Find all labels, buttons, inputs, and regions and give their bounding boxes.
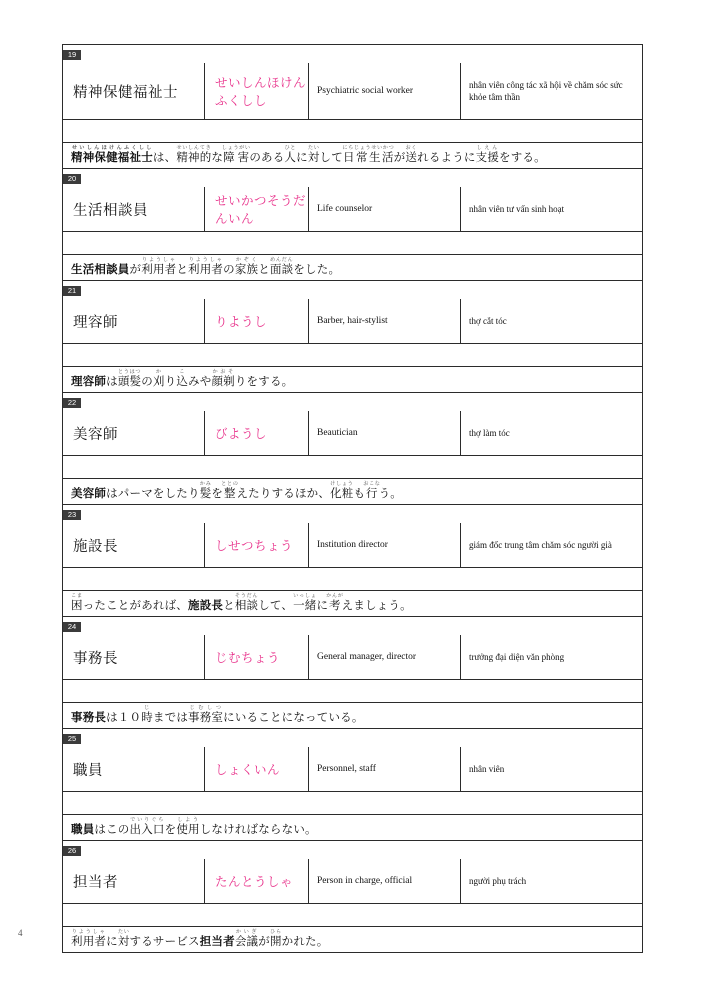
entry-number-row — [63, 841, 643, 860]
entry-english: General manager, director — [309, 635, 461, 680]
entry-number-cell — [63, 281, 205, 300]
example-sentence-text: 困こまったことがあれば、施設長と相談そうだんして、一緒いっしょに考かんがえましょう。 — [71, 593, 412, 612]
vocabulary-table-body — [63, 45, 643, 953]
note-cell — [63, 792, 643, 815]
entry-number-spacer-cell — [205, 617, 309, 636]
entry-number-badge: 22 — [63, 398, 81, 408]
entry-vietnamese: trưởng đại diện văn phòng — [461, 635, 643, 680]
example-sentence-cell — [63, 591, 643, 617]
entry-reading: しょくいん — [205, 747, 309, 792]
table-row — [63, 747, 643, 792]
entry-english: Institution director — [309, 523, 461, 568]
entry-vietnamese: thợ cắt tóc — [461, 299, 643, 344]
entry-number-badge: 23 — [63, 510, 81, 520]
entry-english: Personnel, staff — [309, 747, 461, 792]
entry-word: 事務長 — [63, 635, 205, 680]
table-row — [63, 63, 643, 120]
entry-number-cell — [63, 505, 205, 524]
entry-number-spacer-cell — [205, 393, 309, 412]
example-sentence-cell — [63, 367, 643, 393]
entry-english: Psychiatric social worker — [309, 63, 461, 120]
note-cell — [63, 904, 643, 927]
entry-english: Life counselor — [309, 187, 461, 232]
entry-number-spacer-cell — [205, 281, 309, 300]
note-cell — [63, 568, 643, 591]
entry-word: 美容師 — [63, 411, 205, 456]
entry-number-spacer-cell — [309, 841, 461, 860]
entry-number-cell — [63, 45, 205, 64]
entry-reading: せいかつそうだんいん — [205, 187, 309, 232]
example-sentence-row — [63, 927, 643, 953]
note-row — [63, 232, 643, 255]
example-sentence-cell — [63, 703, 643, 729]
entry-number-spacer-cell — [309, 393, 461, 412]
entry-number-badge: 20 — [63, 174, 81, 184]
entry-reading: せいしんほけんふくしし — [205, 63, 309, 120]
entry-number-row — [63, 45, 643, 64]
note-row — [63, 344, 643, 367]
entry-number-spacer-cell — [205, 505, 309, 524]
example-sentence-text: 利用者りようしゃに対たいするサービス担当者会議かいぎが開ひらかれた。 — [71, 929, 329, 948]
entry-vietnamese: nhân viên công tác xã hội về chăm sóc sức khỏe tâm thần — [461, 63, 643, 120]
entry-number-spacer-cell — [461, 505, 643, 524]
entry-number-row — [63, 617, 643, 636]
entry-word: 担当者 — [63, 859, 205, 904]
entry-number-spacer-cell — [309, 281, 461, 300]
entry-number-cell — [63, 841, 205, 860]
note-cell — [63, 456, 643, 479]
entry-word: 生活相談員 — [63, 187, 205, 232]
note-cell — [63, 120, 643, 143]
entry-number-spacer-cell — [205, 169, 309, 188]
table-row — [63, 859, 643, 904]
vocabulary-table — [62, 44, 643, 953]
note-cell — [63, 680, 643, 703]
entry-number-spacer-cell — [205, 841, 309, 860]
entry-word: 職員 — [63, 747, 205, 792]
example-sentence-row — [63, 591, 643, 617]
entry-number-spacer-cell — [461, 45, 643, 64]
note-row — [63, 792, 643, 815]
entry-number-spacer-cell — [461, 169, 643, 188]
example-sentence-text: 美容師はパーマをしたり髪かみを整ととのえたりするほか、化粧けしょうも行おこなう。 — [71, 481, 402, 500]
entry-number-spacer-cell — [205, 45, 309, 64]
example-sentence-text: 精神保健福祉士せいしんほけんふくししは、精神的せいしんてきな障害しょうがいのある人ひとに対たいして日常生活にちじょうせいかつが送おくれるように支援しえんをする。 — [71, 145, 546, 164]
entry-reading: りようし — [205, 299, 309, 344]
entry-number-badge: 24 — [63, 622, 81, 632]
entry-number-spacer-cell — [309, 729, 461, 748]
table-row — [63, 187, 643, 232]
entry-number-spacer-cell — [461, 393, 643, 412]
note-row — [63, 568, 643, 591]
entry-number-badge: 19 — [63, 50, 81, 60]
example-sentence-row — [63, 479, 643, 505]
entry-number-cell — [63, 729, 205, 748]
entry-number-badge: 21 — [63, 286, 81, 296]
entry-vietnamese: nhân viên tư vấn sinh hoạt — [461, 187, 643, 232]
vocabulary-sheet — [62, 44, 642, 953]
example-sentence-text: 生活相談員が利用者りようしゃと利用者りようしゃの家族かぞくと面談めんだんをした。 — [71, 257, 341, 276]
entry-number-row — [63, 169, 643, 188]
example-sentence-cell — [63, 479, 643, 505]
entry-number-cell — [63, 617, 205, 636]
note-row — [63, 680, 643, 703]
entry-vietnamese: nhân viên — [461, 747, 643, 792]
example-sentence-cell — [63, 927, 643, 953]
entry-english: Person in charge, official — [309, 859, 461, 904]
table-row — [63, 411, 643, 456]
example-sentence-row — [63, 143, 643, 169]
entry-number-badge: 25 — [63, 734, 81, 744]
entry-english: Beautician — [309, 411, 461, 456]
entry-number-spacer-cell — [309, 505, 461, 524]
entry-number-spacer-cell — [461, 617, 643, 636]
table-row — [63, 523, 643, 568]
example-sentence-cell — [63, 143, 643, 169]
example-sentence-text: 事務長は１０時じまでは事務室じむしつにいることになっている。 — [71, 705, 364, 724]
entry-reading: たんとうしゃ — [205, 859, 309, 904]
entry-vietnamese: thợ làm tóc — [461, 411, 643, 456]
entry-reading: じむちょう — [205, 635, 309, 680]
page-number: 4 — [18, 928, 23, 938]
entry-number-row — [63, 281, 643, 300]
entry-number-row — [63, 505, 643, 524]
entry-number-spacer-cell — [461, 281, 643, 300]
example-sentence-text: 職員はこの出入口でいりぐちを使用しようしなければならない。 — [71, 817, 317, 836]
entry-number-spacer-cell — [309, 169, 461, 188]
example-sentence-row — [63, 703, 643, 729]
entry-word: 精神保健福祉士 — [63, 63, 205, 120]
entry-number-badge: 26 — [63, 846, 81, 856]
note-row — [63, 456, 643, 479]
note-row — [63, 120, 643, 143]
table-row — [63, 299, 643, 344]
entry-vietnamese: giám đốc trung tâm chăm sóc người già — [461, 523, 643, 568]
entry-number-spacer-cell — [461, 841, 643, 860]
entry-number-spacer-cell — [461, 729, 643, 748]
entry-reading: しせつちょう — [205, 523, 309, 568]
example-sentence-row — [63, 367, 643, 393]
note-row — [63, 904, 643, 927]
entry-number-spacer-cell — [309, 45, 461, 64]
example-sentence-cell — [63, 255, 643, 281]
entry-reading: びようし — [205, 411, 309, 456]
entry-number-row — [63, 393, 643, 412]
entry-number-cell — [63, 169, 205, 188]
entry-english: Barber, hair-stylist — [309, 299, 461, 344]
entry-word: 施設長 — [63, 523, 205, 568]
entry-number-cell — [63, 393, 205, 412]
entry-number-row — [63, 729, 643, 748]
table-row — [63, 635, 643, 680]
entry-number-spacer-cell — [205, 729, 309, 748]
example-sentence-cell — [63, 815, 643, 841]
note-cell — [63, 232, 643, 255]
entry-vietnamese: người phụ trách — [461, 859, 643, 904]
entry-word: 理容師 — [63, 299, 205, 344]
example-sentence-row — [63, 815, 643, 841]
example-sentence-text: 理容師は頭髪とうはつの刈かり込こみや顔剃かおそりをする。 — [71, 369, 294, 388]
note-cell — [63, 344, 643, 367]
entry-number-spacer-cell — [309, 617, 461, 636]
example-sentence-row — [63, 255, 643, 281]
